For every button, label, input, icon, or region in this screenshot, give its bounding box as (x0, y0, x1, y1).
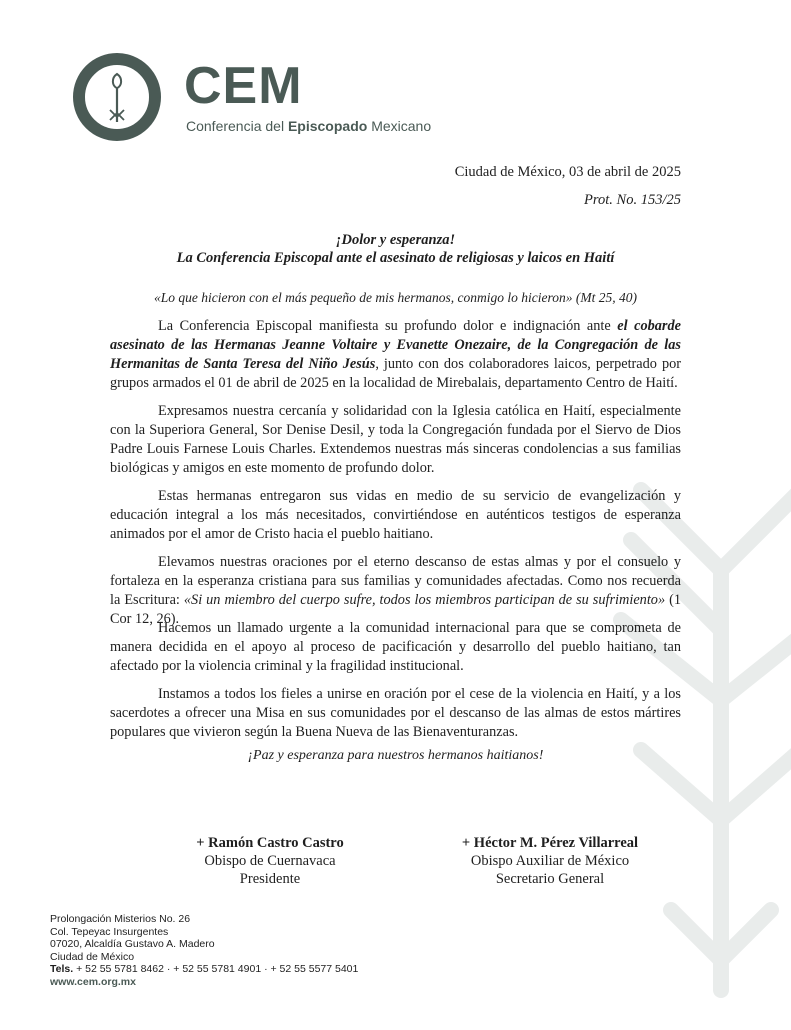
signatory-title: Presidente (239, 871, 301, 887)
epigraph-quote: «Lo que hicieron con el más pequeño de mis hermanos, conmigo lo hicieron» (Mt 25, 40) (153, 290, 638, 305)
phone-numbers: Tels. + 52 55 5781 8462 · + 52 55 5781 4901 · + 52 55 5577 5401 (50, 963, 359, 976)
signatory-title: Secretario General (495, 871, 605, 887)
signatory-name: + Ramón Castro Castro (196, 835, 344, 851)
letter-title: ¡Dolor y esperanza! (335, 232, 456, 248)
paragraph-2: Expresamos nuestra cercanía y solidaridad con la Iglesia católica en Haití, especialmente con la Superiora General, Sor Denise Desil, y toda la Congregación fundada por el Siervo de Dios Padre Louis Farnese Louis Charles. Extendemos nuestras más sinceras condolencias a sus familias biológicas y amigos en este momento de profundo dolor. (110, 403, 681, 476)
letter-date: Ciudad de México, 03 de abril de 2025 (454, 164, 681, 180)
address-line: 07020, Alcaldía Gustavo A. Madero (50, 938, 215, 951)
paragraph-3: Estas hermanas entregaron sus vidas en medio de su servicio de evangelización y educación integral a los más necesitados, convirtiéndose en auténticos testigos de esperanza animados por el amor de Cristo hacia el pueblo haitiano. (110, 488, 681, 542)
signatory-name: + Héctor M. Pérez Villarreal (461, 835, 639, 851)
signature-block-president (170, 834, 370, 888)
crozier-emblem-icon (72, 52, 168, 142)
signature-block-secretary (440, 834, 660, 888)
signatory-role: Obispo de Cuernavaca (204, 853, 336, 869)
paragraph-1: La Conferencia Episcopal manifiesta su profundo dolor e indignación ante el cobarde asesinato de las Hermanas Jeanne Voltaire y Evanette Onezaire, de la Congregación de las Hermanitas de Santa Teresa del Niño Jesús, junto con dos colaboradores laicos, perpetrado por grupos armados el 01 de abril de 2025 en la localidad de Mirebalais, departamento Centro de Haití. (110, 318, 681, 391)
protocol-number: Prot. No. 153/25 (584, 192, 681, 208)
signatory-role: Obispo Auxiliar de México (470, 853, 630, 869)
address-line: Ciudad de México (50, 950, 135, 963)
logo-full-name: Conferencia del Episcopado Mexicano (186, 118, 432, 134)
address-line: Col. Tepeyac Insurgentes (50, 925, 169, 938)
footer-address (50, 913, 358, 989)
logo-acronym: CEM (184, 57, 303, 115)
cem-logo (72, 52, 472, 142)
closing-line: ¡Paz y esperanza para nuestros hermanos haitianos! (247, 748, 544, 763)
website-link[interactable]: www.cem.org.mx (50, 975, 136, 988)
letter-subtitle: La Conferencia Episcopal ante el asesinato de religiosas y laicos en Haití (176, 250, 615, 266)
paragraph-4: Elevamos nuestras oraciones por el eterno descanso de estas almas y por el consuelo y fortaleza en la esperanza cristiana para sus familias y comunidades afectadas. Como nos recuerda la Escritura: «Si un miembro del cuerpo sufre, todos los miembros participan de su sufrimiento» (1 Cor 12, 26). (110, 554, 681, 627)
address-line: Prolongación Misterios No. 26 (50, 913, 191, 925)
paragraph-6: Instamos a todos los fieles a unirse en oración por el cese de la violencia en Haití, y a los sacerdotes a ofrecer una Misa en sus comunidades por el descanso de las almas de estos mártires populares que vivieron según la Buena Nueva de las Bienaventuranzas. (110, 686, 681, 740)
paragraph-5: Hacemos un llamado urgente a la comunidad internacional para que se comprometa de manera decidida en el apoyo al proceso de pacificación y desarrollo del pueblo haitiano, tan afectado por la violencia criminal y la fragilidad institucional. (110, 620, 681, 674)
